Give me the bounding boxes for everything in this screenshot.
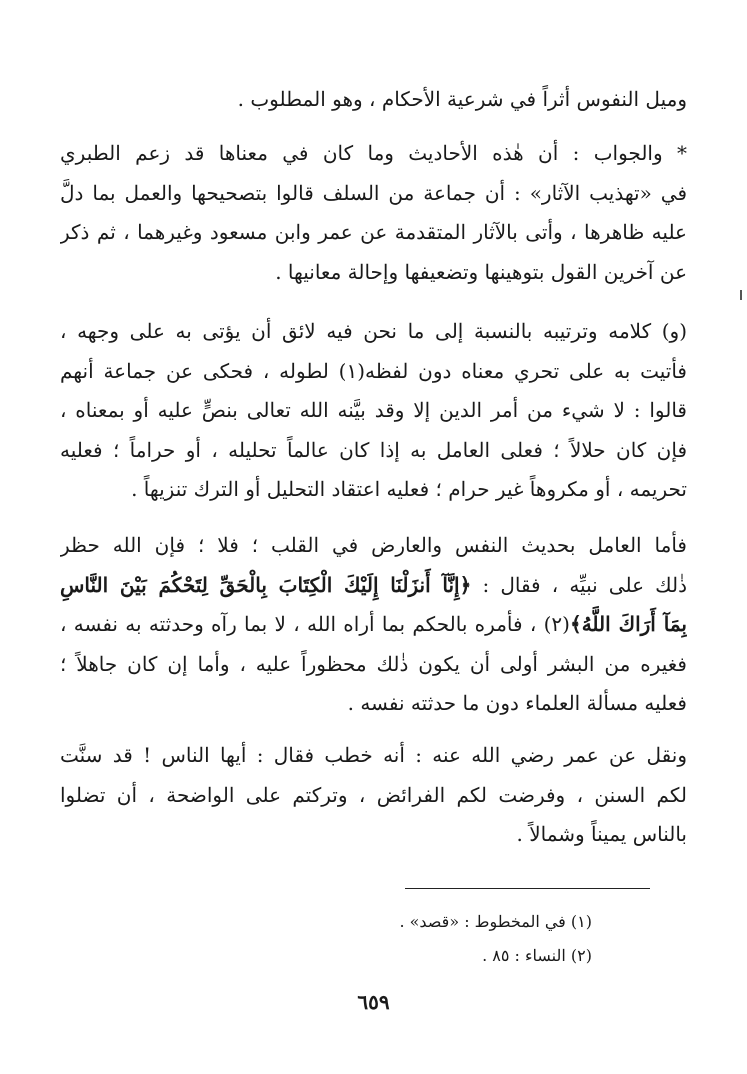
margin-mark xyxy=(740,290,742,300)
footnote-divider xyxy=(405,888,650,889)
text-line: قالوا : لا شيء من أمر الدين إلا وقد بيَّنه الله تعالى بنصٍّ عليه أو بمعناه ، xyxy=(60,398,687,422)
text-line: فأتيت به على تحري معناه دون لفظه(١) لطوله ، فحكى عن جماعة أنهم xyxy=(60,358,687,383)
line-prefix: ذٰلك على نبيِّه ، فقال : xyxy=(471,572,687,597)
text-line: تحريمه ، أو مكروهاً غير حرام ؛ فعليه اعتقاد التحليل أو الترك تنزيهاً . xyxy=(131,477,687,501)
text-line: فأما العامل بحديث النفس والعارض في القلب ؛ فلا ؛ فإن الله حظر xyxy=(60,533,687,557)
text-line: في «تهذيب الآثار» : أن جماعة من السلف قالوا بتصحيحها والعمل بما دلَّ xyxy=(60,180,687,205)
footnote-1: (١) في المخطوط : «قصد» . xyxy=(399,912,592,931)
footnote-2: (٢) النساء : ٨٥ . xyxy=(482,946,592,965)
text-line: عن آخرين القول بتوهينها وتضعيفها وإحالة معانيها . xyxy=(275,259,687,284)
text-line: بالناس يميناً وشمالاً . xyxy=(516,822,687,846)
footnotes xyxy=(60,905,592,973)
text-line: عليه ظاهرها ، وأتى بالآثار المتقدمة عن عمر وابن مسعود وغيرهما ، ثم ذكر xyxy=(60,220,687,244)
quran-verse: ﴿إِنَّآ أَنزَلْنَا إِلَيْكَ الْكِتَابَ بِالْحَقِّ لِتَحْكُمَ بَيْنَ النَّاسِ xyxy=(60,572,472,597)
paragraph-1 xyxy=(60,80,687,120)
text-line: ونقل عن عمر رضي الله عنه : أنه خطب فقال : أيها الناس ! قد سنَّت xyxy=(60,743,687,767)
text-line: وميل النفوس أثراً في شرعية الأحكام ، وهو المطلوب . xyxy=(237,87,687,111)
text-line-with-verse xyxy=(60,605,687,645)
text-line: لكم السنن ، وفرضت لكم الفرائض ، وتركتم على الواضحة ، أن تضلوا xyxy=(60,782,687,807)
line-suffix: (٢) ، فأمره بالحكم بما أراه الله ، لا بما رآه وحدثته به نفسه ، xyxy=(60,612,570,636)
paragraph-5 xyxy=(60,736,687,855)
text-line: (و) كلامه وترتيبه بالنسبة إلى ما نحن فيه لائق أن يؤتى به على وجهه ، xyxy=(60,319,687,343)
paragraph-2 xyxy=(60,134,687,292)
paragraph-4 xyxy=(60,526,687,724)
text-line: فغيره من البشر أولى أن يكون ذٰلك محظوراً عليه ، وأما إن كان جاهلاً ؛ xyxy=(60,651,687,676)
quran-verse-end: بِمَآ أَرَاكَ اللَّهُ﴾ xyxy=(569,612,687,636)
text-line: فإن كان حلالاً ؛ فعلى العامل به إذا كان عالماً تحليله ، أو حراماً ؛ فعليه xyxy=(60,437,687,462)
text-line: * والجواب : أن هٰذه الأحاديث وما كان في معناها قد زعم الطبري xyxy=(60,141,687,165)
text-line-with-verse xyxy=(60,566,687,606)
page-number: ٦٥٩ xyxy=(357,990,390,1014)
paragraph-3 xyxy=(60,312,687,510)
text-line: فعليه مسألة العلماء دون ما حدثته نفسه . xyxy=(347,691,687,715)
